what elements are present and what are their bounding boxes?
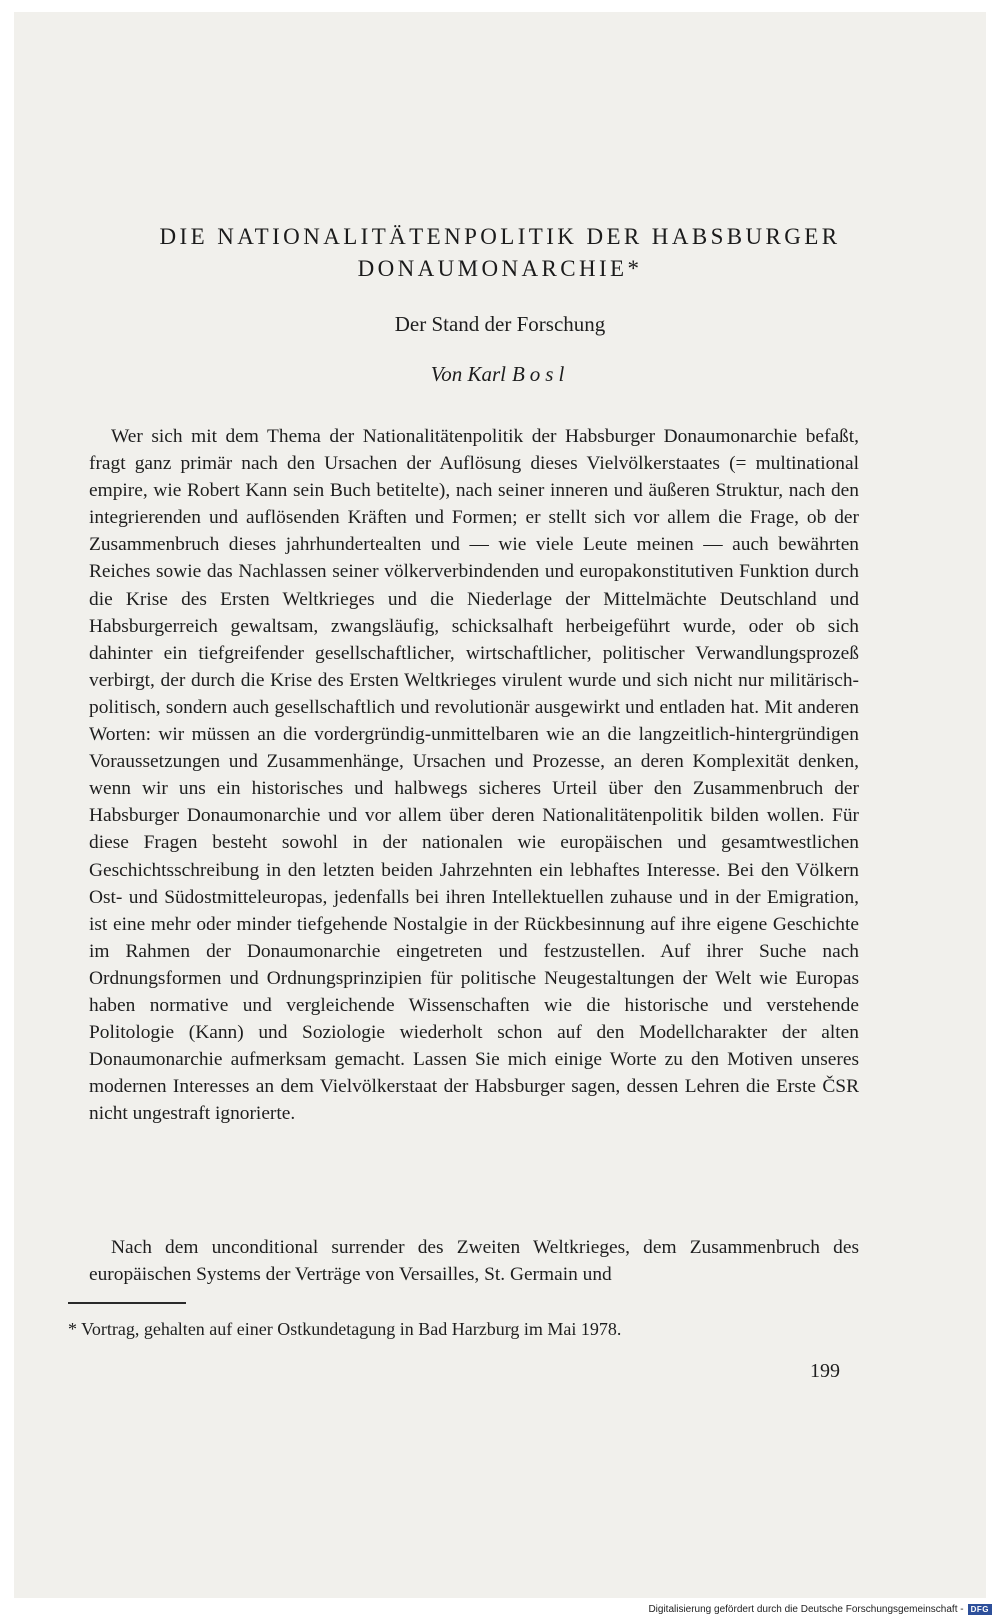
byline-prefix: Von Karl [430,362,506,386]
article-title-line-1: DIE NATIONALITÄTENPOLITIK DER HABSBURGER [159,224,841,249]
article-title-line-2: DONAUMONARCHIE* [357,256,643,281]
footnote-divider [68,1302,186,1304]
page-number: 199 [810,1360,840,1382]
body-paragraph-2 [89,1234,859,1288]
footnote: * Vortrag, gehalten auf einer Ostkundetagung in Bad Harzburg im Mai 1978. [68,1319,622,1339]
credit-text: Digitalisierung gefördert durch die Deutsche Forschungsgemeinschaft - [648,1604,964,1615]
article-subtitle: Der Stand der Forschung [394,312,606,336]
author-name: Bosl [511,362,570,386]
body-paragraph-1 [89,423,859,1127]
byline [0,362,1000,387]
digitization-credit [648,1604,992,1615]
body-paragraph-2-text: Nach dem unconditional surrender des Zweiten Weltkrieges, dem Zusammenbruch des europäischen Systems der Verträge von Versailles, St. Germain und [89,1237,859,1286]
dfg-logo-icon: DFG [968,1604,992,1615]
body-paragraph-1-text: Wer sich mit dem Thema der Nationalitätenpolitik der Habsburger Donaumonarchie befaßt, fragt ganz primär nach den Ursachen der Auflösung dieses Vielvölkerstaates (= multinational empire, wie Robert Kann sein Buch betitelte), nach seiner inneren und äußeren Struktur, nach den integrierenden und auflösenden Kräften und Formen; er stellt sich vor allem die Frage, ob der Zusammenbruch dieses jahrhundertealten und — wie viele Leute meinen — auch bewährten Reiches sowie das Nachlassen seiner völkerverbindenden und europakonstitutiven Funktion durch die Krise des Ersten Weltkrieges und die Niederlage der Mittelmächte Deutschland und Habsburgerreich gewaltsam, zwangsläufig, schicksalhaft herbeigeführt wurde, oder ob sich dahinter ein tiefgreifender gesellschaftlicher, wirtschaftlicher, politischer Verwandlungsprozeß verbirgt, der durch die Krise des Ersten Weltkrieges virulent wurde und sich nicht nur militärisch-politisch, sondern auch gesellschaftlich und revolutionär ausgewirkt und entladen hat. Mit anderen Worten: wir müssen an die vordergründig-unmittelbaren wie an die langzeitlich-hintergründigen Voraussetzungen und Zusammenhänge, Ursachen und Prozesse, an deren Komplexität denken, wenn wir uns ein historisches und halbwegs sicheres Urteil über den Zusammenbruch der Habsburger Donaumonarchie und vor allem über deren Nationalitätenpolitik bilden wollen. Für diese Fragen besteht sowohl in der nationalen wie europäischen und gesamtwestlichen Geschichtsschreibung in den letzten beiden Jahrzehnten ein lebhaftes Interesse. Bei den Völkern Ost- und Südostmitteleuropas, jedenfalls bei ihren Intellektuellen zuhause und in der Emigration, ist eine mehr oder minder tiefgehende Nostalgie in der Rückbesinnung auf ihre eigene Geschichte im Rahmen der Donaumonarchie eingetreten und festzustellen. Auf ihrer Suche nach Ordnungsformen und Ordnungsprinzipien für politische Neugestaltungen der Welt wie Europas haben normative und vergleichende Wissenschaften wie die historische und verstehende Politologie (Kann) und Soziologie wiederholt schon auf den Modellcharakter der alten Donaumonarchie aufmerksam gemacht. Lassen Sie mich einige Worte zu den Motiven unseres modernen Interesses an dem Vielvölkerstaat der Habsburger sagen, dessen Lehren die Erste ČSR nicht ungestraft ignorierte. [89,426,859,1125]
